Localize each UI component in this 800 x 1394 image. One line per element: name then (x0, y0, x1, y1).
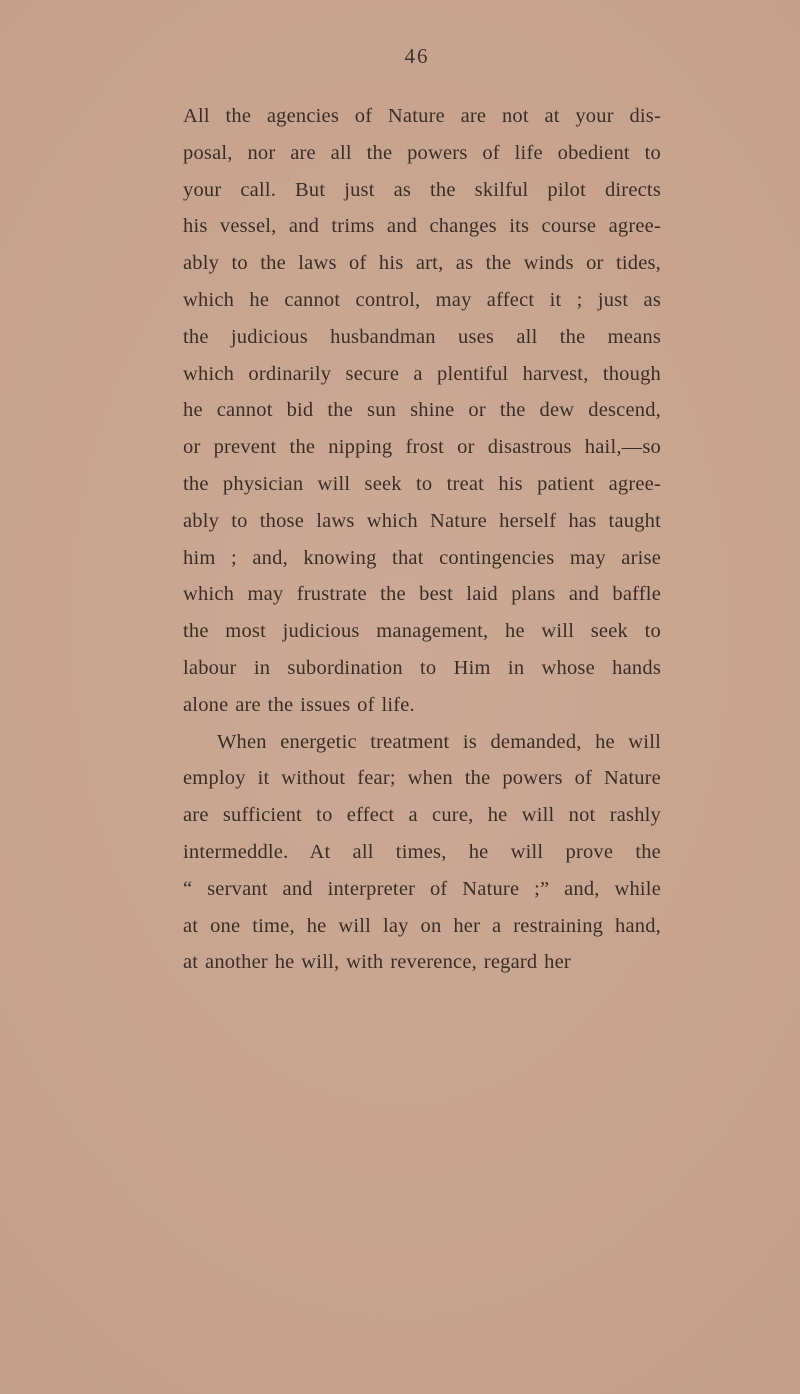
text-line: which he cannot control, may affect it ; just as (183, 288, 661, 311)
text-line: he cannot bid the sun shine or the dew descend, (183, 399, 661, 422)
text-line: which may frustrate the best laid plans and baffle (183, 583, 661, 606)
text-line: employ it without fear; when the powers of Nature (183, 767, 661, 790)
text-line: or prevent the nipping frost or disastrous hail,—so (183, 436, 661, 459)
text-line: labour in subordination to Him in whose hands (183, 656, 661, 679)
page-number: 46 (404, 44, 430, 68)
text-line: ably to the laws of his art, as the winds or tides, (183, 252, 661, 275)
text-line: All the agencies of Nature are not at your dis- (183, 105, 661, 127)
page-text (183, 98, 661, 981)
text-line: When energetic treatment is demanded, he will (217, 730, 661, 753)
text-line: are sufficient to effect a cure, he will not rashly (183, 804, 661, 827)
text-line: the physician will seek to treat his patient agree- (183, 472, 661, 495)
paragraph (183, 98, 661, 724)
text-line: your call. But just as the skilful pilot directs (183, 178, 661, 201)
text-line: intermeddle. At all times, he will prove the (183, 840, 661, 863)
text-line: posal, nor are all the powers of life obedient to (183, 141, 661, 164)
text-line: the most judicious management, he will seek to (183, 620, 661, 643)
paragraph (183, 724, 661, 982)
text-line: “ servant and interpreter of Nature ;” and, while (183, 877, 661, 900)
text-line: the judicious husbandman uses all the means (183, 325, 661, 348)
text-line: him ; and, knowing that contingencies may arise (183, 546, 661, 569)
text-line: which ordinarily secure a plentiful harvest, though (183, 362, 661, 385)
text-line: ably to those laws which Nature herself has taught (183, 509, 661, 532)
text-line: alone are the issues of life. (183, 693, 415, 716)
text-line: at another he will, with reverence, regard her (183, 951, 571, 974)
text-line: his vessel, and trims and changes its course agree- (183, 215, 661, 238)
text-line: at one time, he will lay on her a restraining hand, (183, 914, 661, 937)
